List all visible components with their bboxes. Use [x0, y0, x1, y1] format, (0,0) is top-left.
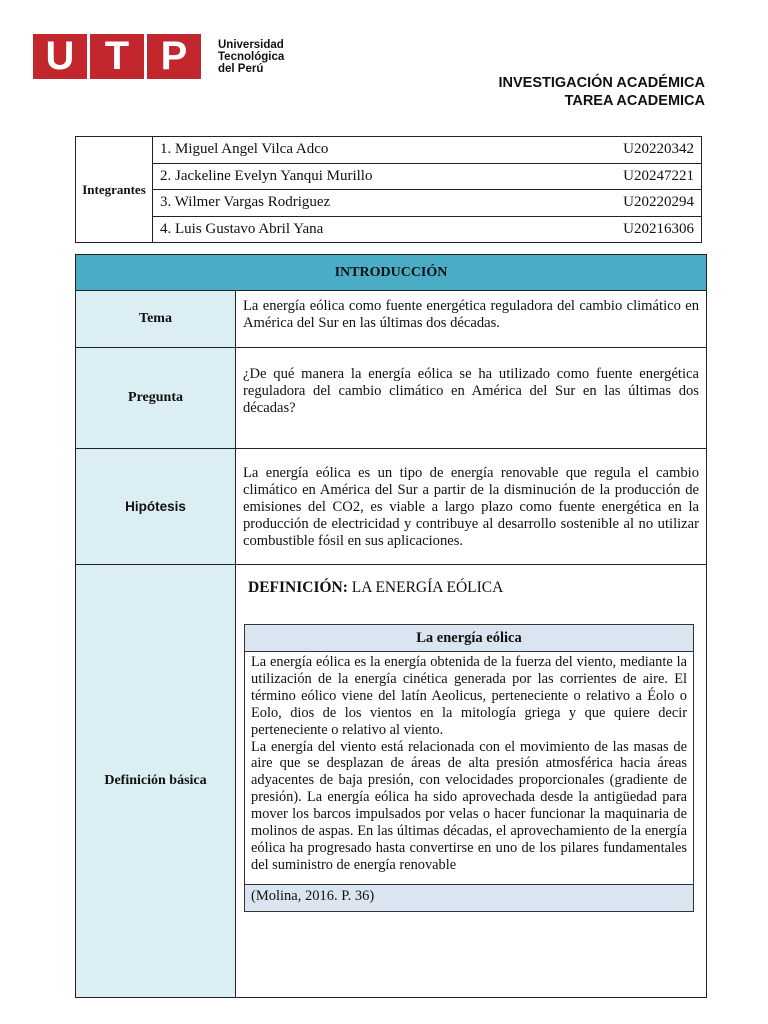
introduction-heading: INTRODUCCIÓN [76, 255, 707, 291]
member-name: 4. Luis Gustavo Abril Yana [153, 216, 598, 243]
hipotesis-text: La energía eólica es un tipo de energía renovable que regula el cambio climático en América del Sur a partir de la disminución de la producción de emisiones del CO2, es viable a largo plazo como fuente energética en la producción de electricidad y contribuye al desarrollo sostenible al no utilizar combustible fósil en sus aplicaciones. [236, 449, 707, 565]
member-row [76, 216, 702, 243]
logo-letter-u: U [33, 34, 87, 79]
tema-row [76, 291, 707, 348]
member-row [76, 163, 702, 190]
utp-logo [33, 34, 284, 79]
definicion-label-text: Definición básica [104, 773, 207, 788]
definition-box [244, 624, 694, 912]
definition-box-text [245, 652, 694, 885]
pregunta-text: ¿De qué manera la energía eólica se ha utilizado como fuente energética reguladora del cambio climático en América del Sur en las últimas dos décadas? [236, 348, 707, 449]
definicion-row [76, 565, 707, 998]
definicion-title-rest: LA ENERGÍA EÓLICA [351, 579, 504, 596]
hipotesis-row [76, 449, 707, 565]
members-table [75, 136, 702, 243]
introduction-table [75, 254, 707, 998]
tema-label: Tema [76, 291, 236, 348]
member-code: U20216306 [597, 216, 702, 243]
definicion-title-bold: DEFINICIÓN: [248, 579, 348, 596]
pregunta-row [76, 348, 707, 449]
member-code: U20220294 [597, 190, 702, 217]
member-row [76, 137, 702, 164]
definicion-content [236, 565, 707, 998]
definition-paragraph-2: La energía del viento está relacionada con el movimiento de las masas de aire que se desplazan de áreas de alta presión atmosférica hacia áreas adyacentes de baja presión, con velocidades proporcionales (gradiente de presión). La energía eólica ha sido aprovechada desde la antigüedad para mover los barcos impulsados por velas o hacer funcionar la maquinaria de molinos de aspas. En las últimas décadas, el aprovechamiento de la energía eólica ha progresado hasta convertirse en uno de los pilares fundamentales del suministro de energía renovable [251, 738, 687, 873]
definicion-title [248, 579, 694, 596]
document-titles [499, 74, 706, 110]
university-line-3: del Perú [218, 62, 264, 75]
members-label: Integrantes [76, 137, 153, 243]
member-row [76, 190, 702, 217]
pregunta-label: Pregunta [76, 348, 236, 449]
member-name: 3. Wilmer Vargas Rodriguez [153, 190, 598, 217]
member-name: 2. Jackeline Evelyn Yanqui Murillo [153, 163, 598, 190]
member-code: U20220342 [597, 137, 702, 164]
member-code: U20247221 [597, 163, 702, 190]
definition-box-heading: La energía eólica [245, 625, 694, 652]
logo-letter-t: T [90, 34, 144, 79]
university-line-1: Universidad [218, 38, 284, 51]
member-name: 1. Miguel Angel Vilca Adco [153, 137, 598, 164]
hipotesis-label: Hipótesis [76, 449, 236, 565]
university-name [218, 34, 284, 79]
definition-paragraph-1: La energía eólica es la energía obtenida de la fuerza del viento, mediante la utilización de la energía cinética generada por las corrientes de aire. El término eólico viene del latín Aeolicus, perteneciente o relativo a Éolo o Eolo, dios de los vientos en la mitología griega y que quiere decir perteneciente o relativo al viento. [251, 654, 687, 738]
tema-text: La energía eólica como fuente energética reguladora del cambio climático en América del Sur en las últimas dos décadas. [236, 291, 707, 348]
document-subtitle: TAREA ACADEMICA [564, 93, 705, 109]
university-line-2: Tecnológica [218, 50, 285, 63]
definition-citation: (Molina, 2016. P. 36) [245, 884, 694, 911]
logo-letter-p: P [147, 34, 201, 79]
document-title: INVESTIGACIÓN ACADÉMICA [498, 75, 705, 91]
definicion-label [76, 565, 236, 998]
